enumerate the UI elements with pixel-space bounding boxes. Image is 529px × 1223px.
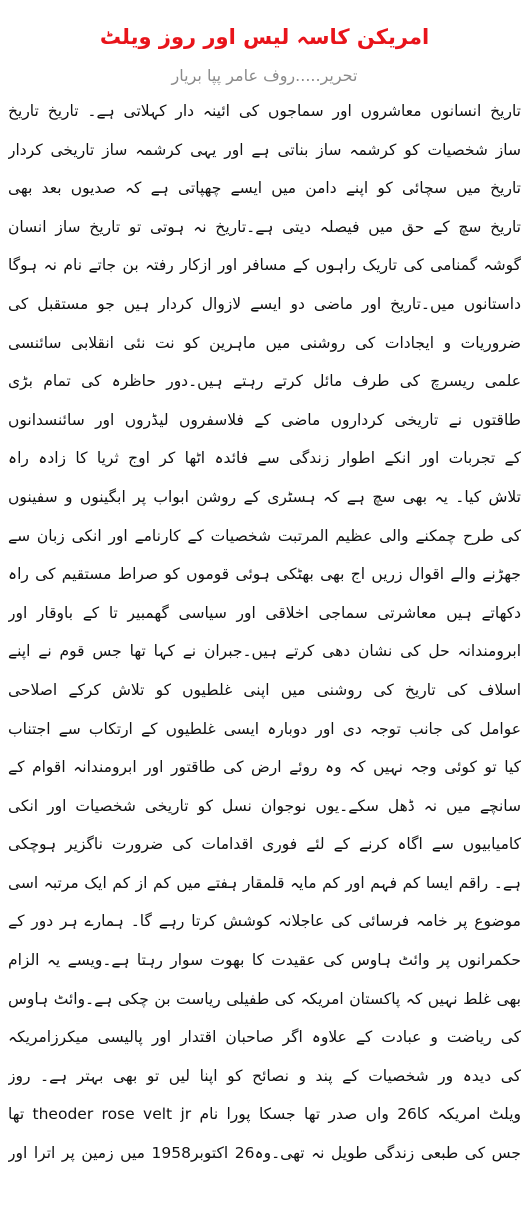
body-line: ضروریات و ایجادات کی روشنی میں ماہرین کو نت نئی انقلابی سائنسی (8, 333, 521, 352)
body-line: حکمرانوں پر وائٹ ہاوس کی عقیدت کا بھوت سوار رہتا ہے۔ویسے یہ الزام (8, 951, 521, 970)
body-line: دکھاتے ہیں معاشرتی سماجی اخلاقی اور سیاسی گھمبیر تا کے باوقار اور (8, 603, 521, 622)
body-line: تاریخ انسانوں معاشروں اور سماجوں کی ائینہ دار کہلاتی ہے۔ تاریخ تاریخ (8, 102, 521, 120)
body-line: سانچے میں نہ ڈھل سکے۔یوں نوجوان نسل کو تاریخی شخصیات اور انکی (8, 796, 521, 815)
body-line: علمی ریسرچ کی طرف مائل کرتے رہتے ہیں۔دور حاظرہ کی تمام بڑی (8, 372, 521, 391)
article-title: امریکن کاسہ لیس اور روز ویلٹ (99, 25, 430, 49)
body-line: تلاش کیا۔ یہ بھی سچ ہے کہ ہسٹری کے روشن ابواب پر ابگینوں و سفینوں (8, 487, 521, 506)
body-line: کیا تو کوئی وجہ نہیں کہ وہ روئے ارض کی طاقتور اور ابرومندانہ اقوام کے (8, 758, 521, 777)
body-line: کی طرح چمکنے والی عظیم المرتبت شخصیات کے کارنامے اور انکی زبان سے (8, 526, 521, 545)
body-line: کے تجربات اور انکے اطوار زندگی سے فائدہ اٹھا کر اوج ثریا کا زادہ راہ (8, 449, 521, 468)
article (0, 14, 529, 1173)
body-line: جھڑنے والے اقوال زریں اج بھی بھٹکی ہوئی قوموں کو صراط مستقیم کی راہ (8, 565, 521, 584)
body-line: عوامل کی جانب توجہ دی اور دوبارہ ایسی غلطیوں کے ارتکاب سے اجتناب (8, 719, 521, 738)
article-body (8, 92, 521, 1173)
body-line: گوشہ گمنامی کی تاریک راہوں کے مسافر اور ازکار رفتہ بن جاتے نام نہ ہوگا (8, 256, 521, 275)
body-line: بھی غلط نہیں کہ پاکستان امریکہ کی طفیلی ریاست بن چکی ہے۔وائٹ ہاوس (8, 989, 521, 1008)
body-line: ویلٹ امریکہ کا26 واں صدر تھا جسکا پورا نام theoder rose velt jr تھا (8, 1105, 521, 1124)
body-line: موضوع پر خامہ فرسائی کی عاجلانہ کوشش کرتا رہے گا۔ ہمارے ہر دور کے (8, 912, 521, 931)
body-line: تاریخ سچ کے حق میں فیصلہ دیتی ہے۔تاریخ نہ ہوتی تو تاریخ ساز انسان (8, 217, 521, 236)
body-line: تاریخ میں سچائی کو اپنے دامن میں ایسے چھپاتی ہے کہ صدیوں بعد بھی (8, 179, 521, 198)
body-line: کی ریاضت و عبادت کے علاوہ اگر صاحبان اقتدار اور پالیسی میکرزامریکہ (8, 1028, 521, 1047)
body-line: کامیابیوں سے اگاہ کرنے کے لئے فوری اقدامات کی ضرورت ناگزیر ہوچکی (8, 835, 521, 854)
body-line: کی دیدہ ور شخصیات کے پند و نصائح کو اپنا لیں تو بھی بہتر ہے۔ روز (8, 1066, 521, 1085)
body-line: اسلاف کی تاریخ کی روشنی میں اپنی غلطیوں کو تلاش کرکے اصلاحی (8, 680, 521, 699)
body-line: جس کی طبعی زندگی طویل نہ تھی۔وہ26 اکتوبر1958 میں زمین پر اترا اور (8, 1144, 521, 1163)
body-line: داستانوں میں۔تاریخ اور ماضی دو ایسے لازوال کردار ہیں جو مستقبل کی (8, 294, 521, 313)
body-line: طاقتوں نے تاریخی کرداروں ماضی کے فلاسفروں لیڈروں اور سائنسدانوں (8, 410, 521, 429)
body-line: ہے۔ راقم ایسا کم فہم اور کم مایہ قلمقار ہفتے میں کم از کم ایک مرتبہ اسی (8, 873, 521, 892)
body-line: ابرومندانہ حل کی نشان دھی کرتے ہیں۔جبران نے کہا تھا جس قوم نے اپنے (8, 642, 521, 661)
body-line: ساز شخصیات کو کرشمہ ساز بناتی ہے اور یہی کرشمہ ساز تاریخی کردار (8, 140, 521, 159)
article-byline: تحریر.....روف عامر پپا بریار (171, 66, 358, 85)
